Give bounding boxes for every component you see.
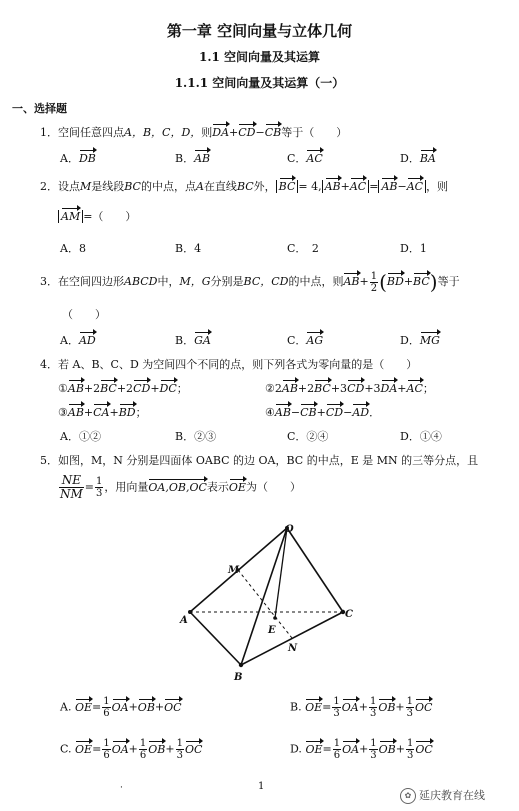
label-c: C — [345, 609, 353, 620]
label-m: M — [228, 565, 240, 576]
subsection-title: 1.1.1 空间向量及其运算（一） — [174, 76, 345, 90]
q3-half-den: 2 — [370, 282, 378, 294]
q3-option-a[interactable] — [60, 332, 96, 348]
q1-d-vec: BA — [419, 152, 436, 165]
q1-vec-cb: CB — [264, 126, 282, 139]
q2-stem: 2．设点 — [40, 180, 80, 193]
label-o: O — [285, 524, 294, 535]
q2-then: ，则 — [426, 180, 449, 193]
page-number: 1 — [258, 781, 265, 792]
q5-option-d[interactable]: D. OE= $\frac{1}{6}$ OA+ $\frac{1}{3}$ OB+ $\frac{1}{3}$ OC — [290, 738, 433, 761]
point-e — [273, 616, 277, 620]
q5-ratio-num: NE — [59, 474, 84, 488]
q2-option-b[interactable]: B．4 — [175, 242, 202, 255]
q5-line-2 — [58, 474, 301, 501]
tetrahedron-figure — [175, 520, 365, 685]
question-1 — [40, 124, 347, 140]
q2-vec-ac: AC — [349, 180, 367, 193]
q2-s2: 的中点，点 — [140, 180, 196, 193]
q3-d-vec: MG — [419, 334, 440, 347]
q1-vec-da: DA — [212, 126, 230, 139]
q5-eq: = — [84, 480, 95, 494]
q5-third — [95, 476, 103, 499]
q4-expr-4: ④AB−CB+CD−AD． — [265, 406, 381, 419]
footer-dot: · — [120, 783, 123, 793]
q3-option-d[interactable] — [400, 332, 440, 348]
q5-a-label: A. — [60, 700, 72, 714]
q3-c-label: C． — [287, 334, 307, 347]
q3-b-label: B． — [175, 334, 195, 347]
q5-third-den: 3 — [96, 488, 103, 499]
q3-vec-bc: BC — [413, 275, 430, 288]
segment-mn — [238, 570, 292, 638]
q3-s3: 的中点，则 — [288, 275, 344, 288]
q5-b-label: B. — [290, 700, 302, 714]
q3-post: 等于 — [437, 275, 460, 288]
q2-s3: 在直线 — [203, 180, 237, 193]
q5-third-num: 1 — [96, 476, 103, 487]
q3-stem: 3．在空间四边形 — [40, 275, 124, 288]
q3-c-vec: AG — [306, 334, 324, 347]
q2-a: A — [195, 180, 204, 193]
q1-a-vec: DB — [78, 152, 96, 165]
q3-mg: M，G — [179, 275, 211, 288]
q1-option-c[interactable] — [287, 150, 323, 166]
q1-c-label: C． — [287, 152, 307, 165]
question-3: 3．在空间四边形ABCD中，M，G分别是BC，CD的中点，则AB+ $\frac{1}{2}$ (BD+BC)等于 — [40, 270, 460, 294]
q1-vec-cd: CD — [238, 126, 256, 139]
watermark-text: 延庆教育在线 — [419, 789, 485, 802]
q5-vec-oe: OE — [228, 480, 246, 494]
q3-quad: ABCD — [124, 275, 158, 288]
q3-d-label: D． — [400, 334, 420, 347]
part-heading: 一、选择题 — [12, 102, 67, 115]
q3-blank: （ ） — [62, 308, 106, 321]
q3-option-c[interactable] — [287, 332, 323, 348]
q2-s4: 外， — [253, 180, 276, 193]
q1-b-label: B． — [175, 152, 195, 165]
label-a: A — [180, 615, 188, 626]
edge-ab — [190, 612, 241, 665]
q2-am-line — [58, 208, 136, 224]
q1-minus: − — [255, 126, 265, 139]
q2-bc: BC — [124, 180, 141, 193]
q4-option-c[interactable]: C．②④ — [287, 430, 329, 443]
q5-stem2: ，用向量 — [104, 480, 149, 494]
wechat-logo-icon: ✿ — [400, 788, 416, 804]
q1-option-a[interactable] — [60, 150, 96, 166]
q2-bc2: BC — [236, 180, 254, 193]
q2-vec-ab2: AB — [381, 180, 398, 193]
q5-vecs: OA,OB,OC — [148, 480, 207, 494]
q2-vec-bc: BC — [278, 180, 296, 193]
q2-abs-am — [58, 210, 83, 223]
q2-option-d[interactable]: D．1 — [400, 242, 427, 255]
q5-c-label: C. — [60, 742, 72, 756]
q3-bccd: BC，CD — [243, 275, 289, 288]
edge-oc — [287, 528, 343, 612]
label-b: B — [234, 672, 243, 683]
q2-s1: 是线段 — [91, 180, 125, 193]
q4-expr-2: ②2AB+2BC+3CD+3DA+AC； — [265, 382, 434, 395]
q3-s1: 中， — [157, 275, 180, 288]
q5-stem3: 表示 — [206, 480, 229, 494]
q5-ratio-den: NM — [60, 487, 83, 501]
q1-c-vec: AC — [306, 152, 323, 165]
q3-option-b[interactable] — [175, 332, 211, 348]
point-a — [188, 610, 192, 614]
q1-stem: 1．空间任意四点 — [40, 126, 124, 139]
label-e: E — [268, 625, 276, 636]
q2-am-post: =（ ） — [83, 210, 137, 223]
question-2: 2．设点M是线段BC的中点，点A在直线BC外， BC = 4, AB+AC = AB−AC ，则 — [40, 180, 449, 193]
q1-option-d[interactable] — [400, 150, 436, 166]
q1-plus: + — [229, 126, 239, 139]
segment-oe — [275, 528, 287, 618]
q5-ratio — [59, 474, 84, 501]
q2-vec-am: AM — [61, 210, 81, 223]
q2-abs-sum: AB+AC — [322, 180, 370, 193]
q4-expr-1: ①AB+2BC+2CD+DC； — [58, 382, 188, 395]
q5-option-c[interactable]: C. OE= $\frac{1}{6}$ OA+ $\frac{1}{6}$ OB+ $\frac{1}{3}$ OC — [60, 738, 203, 761]
q2-vec-ac2: AC — [406, 180, 424, 193]
section-title: 1.1 空间向量及其运算 — [198, 50, 321, 64]
q2-abs-bc — [276, 180, 299, 193]
q3-a-label: A． — [60, 334, 79, 347]
q1-d-label: D． — [400, 152, 420, 165]
q2-option-a[interactable]: A．8 — [60, 242, 86, 255]
q3-s2: 分别是 — [210, 275, 244, 288]
watermark — [400, 787, 485, 804]
q2-m: M — [80, 180, 92, 193]
q1-post: 等于（ ） — [281, 126, 348, 139]
q4-e4-label: ④ — [265, 406, 275, 419]
q1-a-label: A． — [60, 152, 79, 165]
q3-vec-bd: BD — [386, 275, 404, 288]
q1-then: 则 — [201, 126, 213, 139]
q1-points: A，B，C，D， — [124, 126, 202, 139]
q4-e2-label: ② — [265, 382, 275, 395]
chapter-title: 第一章 空间向量与立体几何 — [166, 22, 353, 40]
question-4: 4．若 A、B、C、D 为空间四个不同的点，则下列各式为零向量的是（ ） — [40, 358, 418, 371]
q2-abs-diff: AB−AC — [378, 180, 426, 193]
q3-half-num: 1 — [370, 270, 378, 282]
q5-d-label: D. — [290, 742, 302, 756]
q4-expr-3: ③AB+CA+BD； — [58, 406, 147, 419]
q3-a-vec: AD — [78, 334, 96, 347]
q2-option-c[interactable]: C． 2 — [287, 242, 319, 255]
label-n: N — [288, 643, 298, 654]
q1-option-b[interactable] — [175, 150, 210, 166]
point-b — [239, 663, 243, 667]
q2-vec-ab: AB — [324, 180, 341, 193]
q5-stem4: 为（ ） — [245, 480, 301, 494]
q3-b-vec: GA — [194, 334, 211, 347]
q4-e1-label: ① — [58, 382, 68, 395]
q5-option-a[interactable]: A. OE= $\frac{1}{6}$ OA+OB+OC — [60, 696, 182, 719]
q1-b-vec: AB — [194, 152, 211, 165]
q4-option-d[interactable]: D．①④ — [400, 430, 442, 443]
question-5: 5．如图，M，N 分别是四面体 OABC 的边 OA，BC 的中点，E 是 MN 的三等分点，且 — [40, 454, 479, 467]
q3-half — [370, 271, 378, 294]
q5-option-b[interactable]: B. OE= $\frac{1}{3}$ OA+ $\frac{1}{3}$ OB+ $\frac{1}{3}$ OC — [290, 696, 433, 719]
q3-vec-ab: AB — [343, 275, 360, 288]
q2-eq4: = 4, — [298, 180, 322, 193]
q4-e3-label: ③ — [58, 406, 68, 419]
q4-option-a[interactable]: A．①② — [60, 430, 101, 443]
q4-option-b[interactable]: B．②③ — [175, 430, 217, 443]
